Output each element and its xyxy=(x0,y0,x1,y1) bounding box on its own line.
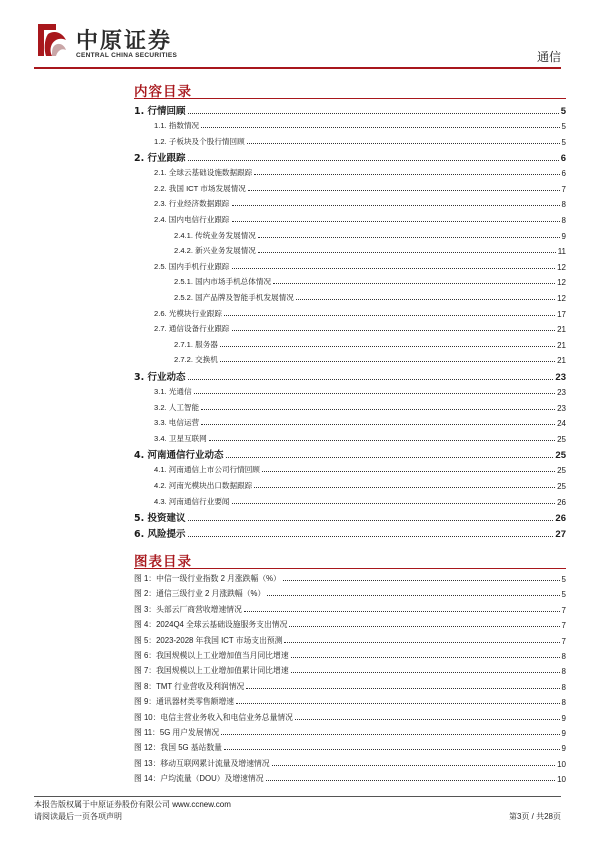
toc-entry-page: 25 xyxy=(557,466,566,476)
toc-entry-label: 3.3. 电信运营 xyxy=(154,418,200,428)
toc-entry[interactable] xyxy=(134,461,566,475)
toc-entry[interactable] xyxy=(134,133,566,147)
table-of-contents xyxy=(134,101,566,541)
toc-entry-label: 1. 行情回顾 xyxy=(134,106,186,117)
figure-entry-label: 图 7：我国规模以上工业增加值累计同比增速 xyxy=(134,666,289,676)
figure-entry[interactable] xyxy=(134,647,566,661)
toc-entry-label: 3.1. 光通信 xyxy=(154,387,192,396)
toc-entry-page: 26 xyxy=(555,513,566,525)
footer-divider xyxy=(34,796,561,797)
toc-entry[interactable] xyxy=(134,320,566,334)
toc-leader-dots xyxy=(220,361,555,362)
toc-leader-dots xyxy=(296,299,555,300)
toc-entry-label: 2.4.2. 新兴业务发展情况 xyxy=(174,246,256,256)
toc-leader-dots xyxy=(254,487,555,488)
figure-entry-page: 8 xyxy=(561,682,566,692)
toc-entry-label: 2.5.1. 国内市场手机总体情况 xyxy=(174,277,272,287)
toc-entry[interactable] xyxy=(134,180,566,194)
toc-leader-dots xyxy=(188,160,559,161)
figure-entry-page: 9 xyxy=(561,729,566,738)
figure-leader-dots xyxy=(291,672,560,673)
toc-entry-page: 6 xyxy=(561,169,566,179)
company-logo xyxy=(34,20,194,64)
figure-entry-label: 图 10：电信主营业务收入和电信业务总量情况 xyxy=(134,712,293,722)
toc-entry-page: 23 xyxy=(557,403,566,413)
toc-entry[interactable] xyxy=(134,336,566,350)
toc-entry-label: 2.7.2. 交换机 xyxy=(174,355,218,365)
toc-entry-label: 4. 河南通信行业动态 xyxy=(134,450,224,462)
figure-entry-label: 图 9：通讯器材类零售额增速 xyxy=(134,697,235,707)
toc-leader-dots xyxy=(258,237,560,238)
toc-leader-dots xyxy=(258,252,556,253)
toc-leader-dots xyxy=(188,113,559,114)
toc-entry-page: 11 xyxy=(557,247,566,257)
figure-entry-label: 图 5：2023-2028 年我国 ICT 市场支出预测 xyxy=(134,635,283,645)
toc-entry-label: 2.7. 通信设备行业跟踪 xyxy=(154,324,230,334)
figure-leader-dots xyxy=(272,765,556,766)
toc-entry-label: 4.1. 河南通信上市公司行情回顾 xyxy=(154,465,260,475)
header-divider xyxy=(34,67,561,69)
figure-entry-label: 图 11：5G 用户发展情况 xyxy=(134,728,220,737)
figure-entry[interactable] xyxy=(134,709,566,723)
toc-leader-dots xyxy=(201,424,555,425)
figure-entry[interactable] xyxy=(134,755,566,769)
footer-disclaimer: 请阅读最后一页各项声明 xyxy=(34,812,122,821)
toc-entry-label: 1.1. 指数情况 xyxy=(154,121,200,130)
figure-entry-page: 7 xyxy=(561,636,566,646)
toc-entry-page: 7 xyxy=(561,184,566,194)
figure-entry-page: 9 xyxy=(561,744,566,754)
toc-leader-dots xyxy=(232,503,556,504)
toc-entry-page: 8 xyxy=(561,200,566,210)
toc-entry-page: 23 xyxy=(557,388,566,397)
logo-mark-icon xyxy=(34,20,70,60)
figure-leader-dots xyxy=(224,749,560,750)
toc-entry-label: 4.2. 河南光模块出口数据跟踪 xyxy=(154,481,253,490)
industry-label: 通信 xyxy=(536,50,561,64)
toc-entry[interactable] xyxy=(134,101,566,117)
toc-entry[interactable] xyxy=(134,242,566,256)
toc-entry[interactable] xyxy=(134,477,566,491)
figure-entry-label: 图 1：中信一级行业指数 2 月涨跌幅（%） xyxy=(134,574,281,583)
logo-chinese-name: 中原证券 xyxy=(76,28,173,54)
figure-list xyxy=(134,570,566,790)
figure-leader-dots xyxy=(284,642,559,643)
toc-entry[interactable] xyxy=(134,289,566,303)
toc-entry-page: 21 xyxy=(557,325,566,335)
toc-entry-page: 21 xyxy=(557,340,566,350)
toc-entry-page: 12 xyxy=(557,278,566,288)
toc-title-divider xyxy=(134,98,566,99)
toc-leader-dots xyxy=(226,457,554,458)
toc-entry-label: 2.1. 全球云基础设施数据跟踪 xyxy=(154,168,253,178)
figures-title-divider xyxy=(134,568,566,569)
toc-entry-label: 2. 行业跟踪 xyxy=(134,153,186,165)
toc-entry-label: 2.6. 光模块行业跟踪 xyxy=(154,308,222,318)
toc-leader-dots xyxy=(188,536,554,537)
toc-entry-label: 2.5.2. 国产品牌及智能手机发展情况 xyxy=(174,293,294,302)
toc-entry[interactable] xyxy=(134,164,566,178)
toc-entry-label: 6. 风险提示 xyxy=(134,529,186,541)
figure-entry-label: 图 14：户均流量（DOU）及增速情况 xyxy=(134,774,264,784)
toc-entry-label: 4.3. 河南通信行业要闻 xyxy=(154,496,230,506)
figure-entry[interactable] xyxy=(134,678,566,692)
toc-entry-label: 3.4. 卫星互联网 xyxy=(154,433,207,443)
figure-entry[interactable] xyxy=(134,693,566,707)
figure-leader-dots xyxy=(289,626,559,627)
figure-entry-page: 10 xyxy=(557,759,566,769)
toc-entry-label: 3.2. 人工智能 xyxy=(154,402,200,412)
toc-entry-label: 3. 行业动态 xyxy=(134,372,186,383)
figure-entry-label: 图 4：2024Q4 全球云基础设施服务支出情况 xyxy=(134,620,288,630)
figure-entry-page: 7 xyxy=(561,621,566,631)
figure-leader-dots xyxy=(291,657,560,658)
toc-leader-dots xyxy=(273,283,555,284)
toc-entry-page: 21 xyxy=(557,356,566,366)
figure-entry-page: 9 xyxy=(561,713,566,723)
figure-entry-label: 图 8：TMT 行业营收及利润情况 xyxy=(134,681,245,691)
toc-entry[interactable] xyxy=(134,195,566,209)
figure-entry-label: 图 6：我国规模以上工业增加值当月同比增速 xyxy=(134,651,289,660)
toc-entry-page: 12 xyxy=(557,262,566,272)
toc-leader-dots xyxy=(188,520,554,521)
toc-leader-dots xyxy=(232,205,560,206)
footer-page-number: 第3页 / 共28页 xyxy=(508,812,561,821)
toc-entry-page: 6 xyxy=(560,153,566,165)
toc-leader-dots xyxy=(209,440,555,441)
toc-entry[interactable] xyxy=(134,367,566,383)
toc-entry[interactable] xyxy=(134,399,566,413)
figure-entry[interactable] xyxy=(134,570,566,584)
figure-entry[interactable] xyxy=(134,770,566,784)
figure-leader-dots xyxy=(236,703,559,704)
toc-entry-page: 8 xyxy=(561,216,566,225)
toc-entry-page: 23 xyxy=(555,372,566,383)
toc-entry-page: 26 xyxy=(557,497,566,507)
figure-entry[interactable] xyxy=(134,585,566,599)
toc-entry-label: 2.4.1. 传统业务发展情况 xyxy=(174,230,256,240)
figure-leader-dots xyxy=(283,580,560,581)
figure-entry-page: 10 xyxy=(557,775,566,785)
toc-entry-label: 1.2. 子板块及个股行情回顾 xyxy=(154,136,245,146)
figure-entry-page: 5 xyxy=(561,590,566,600)
toc-entry[interactable] xyxy=(134,493,566,507)
toc-entry[interactable] xyxy=(134,227,566,241)
toc-entry-label: 2.2. 我国 ICT 市场发展情况 xyxy=(154,183,246,193)
figure-entry[interactable] xyxy=(134,616,566,630)
toc-leader-dots xyxy=(201,409,555,410)
toc-leader-dots xyxy=(201,127,559,128)
figure-entry[interactable] xyxy=(134,739,566,753)
toc-entry-page: 25 xyxy=(557,482,566,491)
toc-entry[interactable] xyxy=(134,430,566,444)
figure-leader-dots xyxy=(267,595,559,596)
toc-entry-label: 2.4. 国内电信行业跟踪 xyxy=(154,215,230,224)
toc-entry-page: 5 xyxy=(561,137,566,147)
toc-entry-page: 9 xyxy=(561,231,566,241)
toc-entry[interactable] xyxy=(134,445,566,461)
figure-entry[interactable] xyxy=(134,632,566,646)
figure-entry-label: 图 13：移动互联网累计流量及增速情况 xyxy=(134,758,270,768)
toc-entry-label: 5. 投资建议 xyxy=(134,513,186,525)
toc-entry-page: 12 xyxy=(557,294,566,303)
figure-entry-page: 8 xyxy=(561,652,566,661)
toc-entry-page: 25 xyxy=(555,450,566,462)
toc-entry-page: 17 xyxy=(557,309,566,319)
toc-leader-dots xyxy=(194,393,556,394)
toc-entry-label: 2.3. 行业经济数据跟踪 xyxy=(154,199,230,209)
toc-leader-dots xyxy=(254,174,559,175)
toc-entry-page: 5 xyxy=(560,106,566,117)
footer-copyright: 本报告版权属于中原证券股份有限公司 www.ccnew.com xyxy=(34,800,231,809)
toc-entry-page: 5 xyxy=(561,122,566,131)
figure-entry-label: 图 2：通信三级行业 2 月涨跌幅（%） xyxy=(134,589,266,599)
toc-entry-page: 24 xyxy=(557,419,566,429)
toc-leader-dots xyxy=(188,379,554,380)
toc-entry[interactable] xyxy=(134,414,566,428)
toc-entry[interactable] xyxy=(134,351,566,365)
toc-entry[interactable] xyxy=(134,383,566,397)
figure-entry-page: 8 xyxy=(561,698,566,708)
figure-entry-page: 8 xyxy=(561,667,566,677)
toc-leader-dots xyxy=(262,471,555,472)
toc-entry-label: 2.5. 国内手机行业跟踪 xyxy=(154,261,230,271)
toc-entry[interactable] xyxy=(134,258,566,272)
figure-leader-dots xyxy=(221,734,559,735)
figure-entry-label: 图 3：头部云厂商营收增速情况 xyxy=(134,604,242,614)
toc-entry[interactable] xyxy=(134,508,566,524)
page-header xyxy=(0,0,595,72)
figure-entry[interactable] xyxy=(134,662,566,676)
figure-entry-page: 7 xyxy=(561,605,566,615)
figure-entry[interactable] xyxy=(134,601,566,615)
toc-entry[interactable] xyxy=(134,211,566,225)
toc-leader-dots xyxy=(220,346,555,347)
toc-entry-page: 25 xyxy=(557,434,566,444)
figure-leader-dots xyxy=(295,719,560,720)
logo-english-name: CENTRAL CHINA SECURITIES xyxy=(76,52,178,59)
figure-leader-dots xyxy=(266,780,556,781)
toc-leader-dots xyxy=(224,315,555,316)
figure-entry[interactable] xyxy=(134,724,566,738)
toc-leader-dots xyxy=(232,221,560,222)
figure-entry-page: 5 xyxy=(561,575,566,584)
toc-entry-page: 27 xyxy=(555,529,566,541)
toc-entry[interactable] xyxy=(134,148,566,164)
toc-entry[interactable] xyxy=(134,305,566,319)
figures-title: 图表目录 xyxy=(134,554,192,570)
toc-entry[interactable] xyxy=(134,524,566,540)
toc-entry[interactable] xyxy=(134,117,566,131)
toc-leader-dots xyxy=(248,190,560,191)
toc-entry-label: 2.7.1. 服务器 xyxy=(174,339,218,349)
figure-leader-dots xyxy=(246,688,559,689)
toc-title: 内容目录 xyxy=(134,84,192,100)
toc-leader-dots xyxy=(232,268,556,269)
figure-leader-dots xyxy=(244,611,560,612)
toc-leader-dots xyxy=(247,143,560,144)
toc-leader-dots xyxy=(232,330,556,331)
figure-entry-label: 图 12：我国 5G 基站数量 xyxy=(134,743,222,753)
toc-entry[interactable] xyxy=(134,273,566,287)
